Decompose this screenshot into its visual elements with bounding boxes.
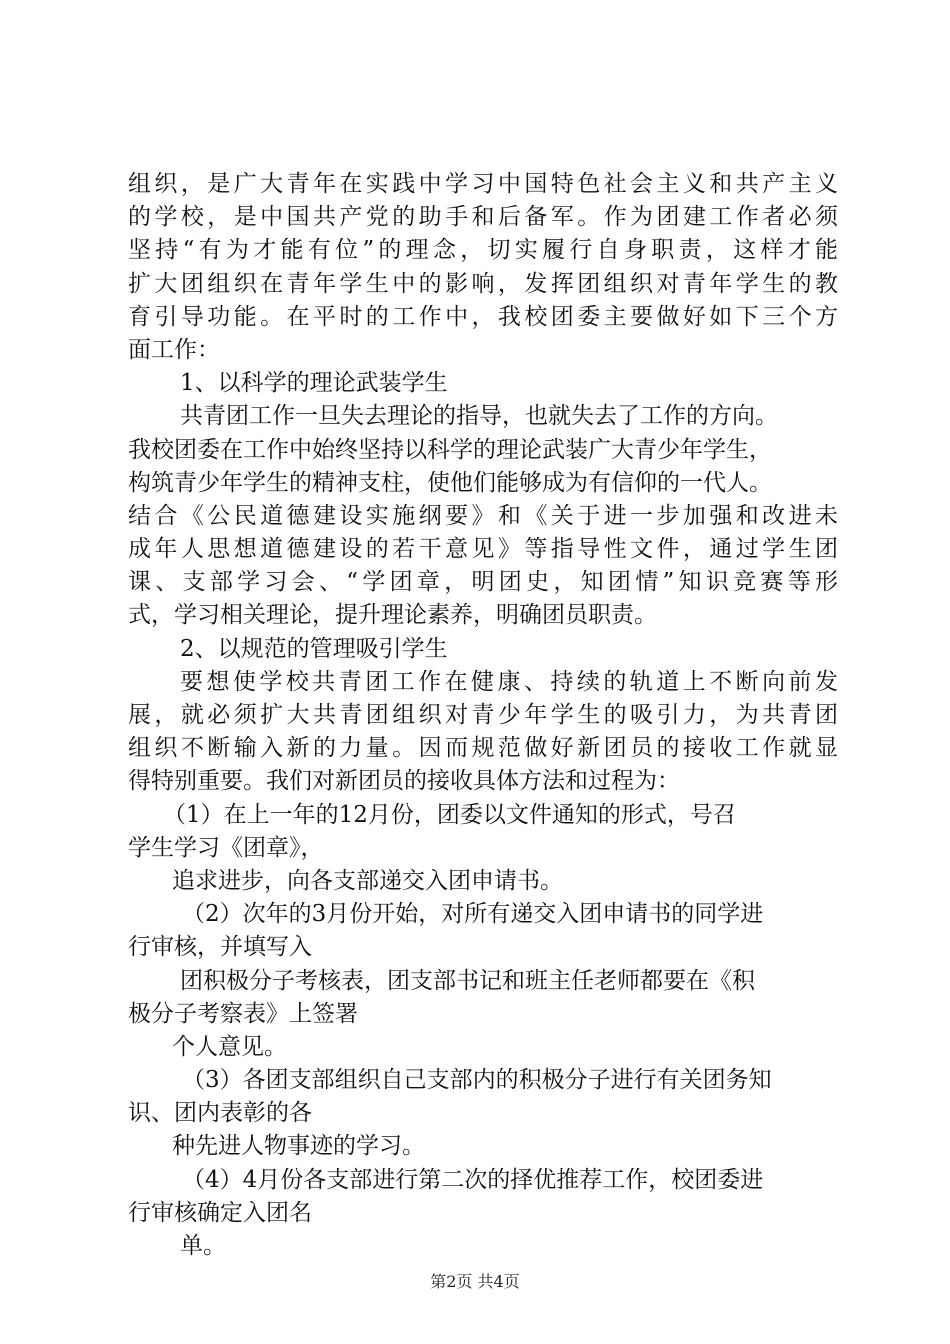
text-line: 行审核确定入团名: [128, 1199, 312, 1226]
page-number: 第2页 共4页: [430, 1272, 520, 1291]
text-line: 展，就必须扩大共青团组织对青少年学生的吸引力，为共青团: [128, 702, 838, 728]
section-heading: 1、以科学的理论武装学生: [180, 370, 448, 397]
text-line: 坚持“有为才能有位”的理念，切实履行自身职责，这样才能: [128, 237, 838, 264]
text-line: 的学校，是中国共产党的助手和后备军。作为团建工作者必须: [128, 204, 838, 231]
text-line: 构筑青少年学生的精神支柱，使他们能够成为有信仰的一代人。: [128, 469, 772, 496]
text-line: 得特别重要。我们对新团员的接收具体方法和过程为：: [128, 768, 680, 795]
text-line: 行审核，并填写入: [128, 934, 312, 961]
list-item: （4）4月份各支部进行第二次的择优推荐工作，校团委进: [182, 1166, 764, 1193]
text-line: 团积极分子考核表，团支部书记和班主任老师都要在《积: [180, 967, 755, 994]
text-line: 面工作：: [128, 336, 220, 363]
text-line: 极分子考察表》上签署: [128, 1000, 358, 1027]
text-line: 组织，是广大青年在实践中学习中国特色社会主义和共产主义: [128, 171, 838, 197]
text-line: 成年人思想道德建设的若干意见》等指导性文件，通过学生团: [128, 536, 838, 563]
text-line: 要想使学校共青团工作在健康、持续的轨道上不断向前发: [180, 668, 838, 695]
text-line: 学生学习《团章》，: [128, 834, 324, 861]
document-body: [128, 168, 838, 1263]
section-heading: 2、以规范的管理吸引学生: [180, 635, 448, 662]
list-item: （2）次年的3月份开始，对所有递交入团申请书的同学进: [182, 901, 764, 928]
text-line: 共青团工作一旦失去理论的指导，也就失去了工作的方向。: [180, 403, 778, 430]
text-line: 追求进步，向各支部递交入团申请书。: [172, 867, 563, 894]
list-item: （3）各团支部组织自己支部内的积极分子进行有关团务知: [182, 1067, 772, 1094]
text-line: 式，学习相关理论，提升理论素养，明确团员职责。: [128, 602, 657, 629]
text-line: 单。: [180, 1233, 226, 1259]
text-line: 扩大团组织在青年学生中的影响，发挥团组织对青年学生的教: [128, 270, 838, 297]
text-line: 育引导功能。在平时的工作中，我校团委主要做好如下三个方: [128, 303, 838, 330]
list-item: （1）在上一年的12月份，团委以文件通知的形式，号召: [163, 801, 736, 828]
text-line: 课、支部学习会、“学团章，明团史，知团情”知识竞赛等形: [128, 569, 838, 596]
text-line: 结合《公民道德建设实施纲要》和《关于进一步加强和改进未: [128, 502, 838, 529]
text-line: 种先进人物事迹的学习。: [172, 1133, 425, 1160]
text-line: 识、团内表彰的各: [128, 1100, 312, 1127]
text-line: 组织不断输入新的力量。因而规范做好新团员的接收工作就显: [128, 735, 838, 762]
text-line: 个人意见。: [172, 1033, 287, 1060]
text-line: 我校团委在工作中始终坚持以科学的理论武装广大青少年学生，: [128, 436, 772, 463]
